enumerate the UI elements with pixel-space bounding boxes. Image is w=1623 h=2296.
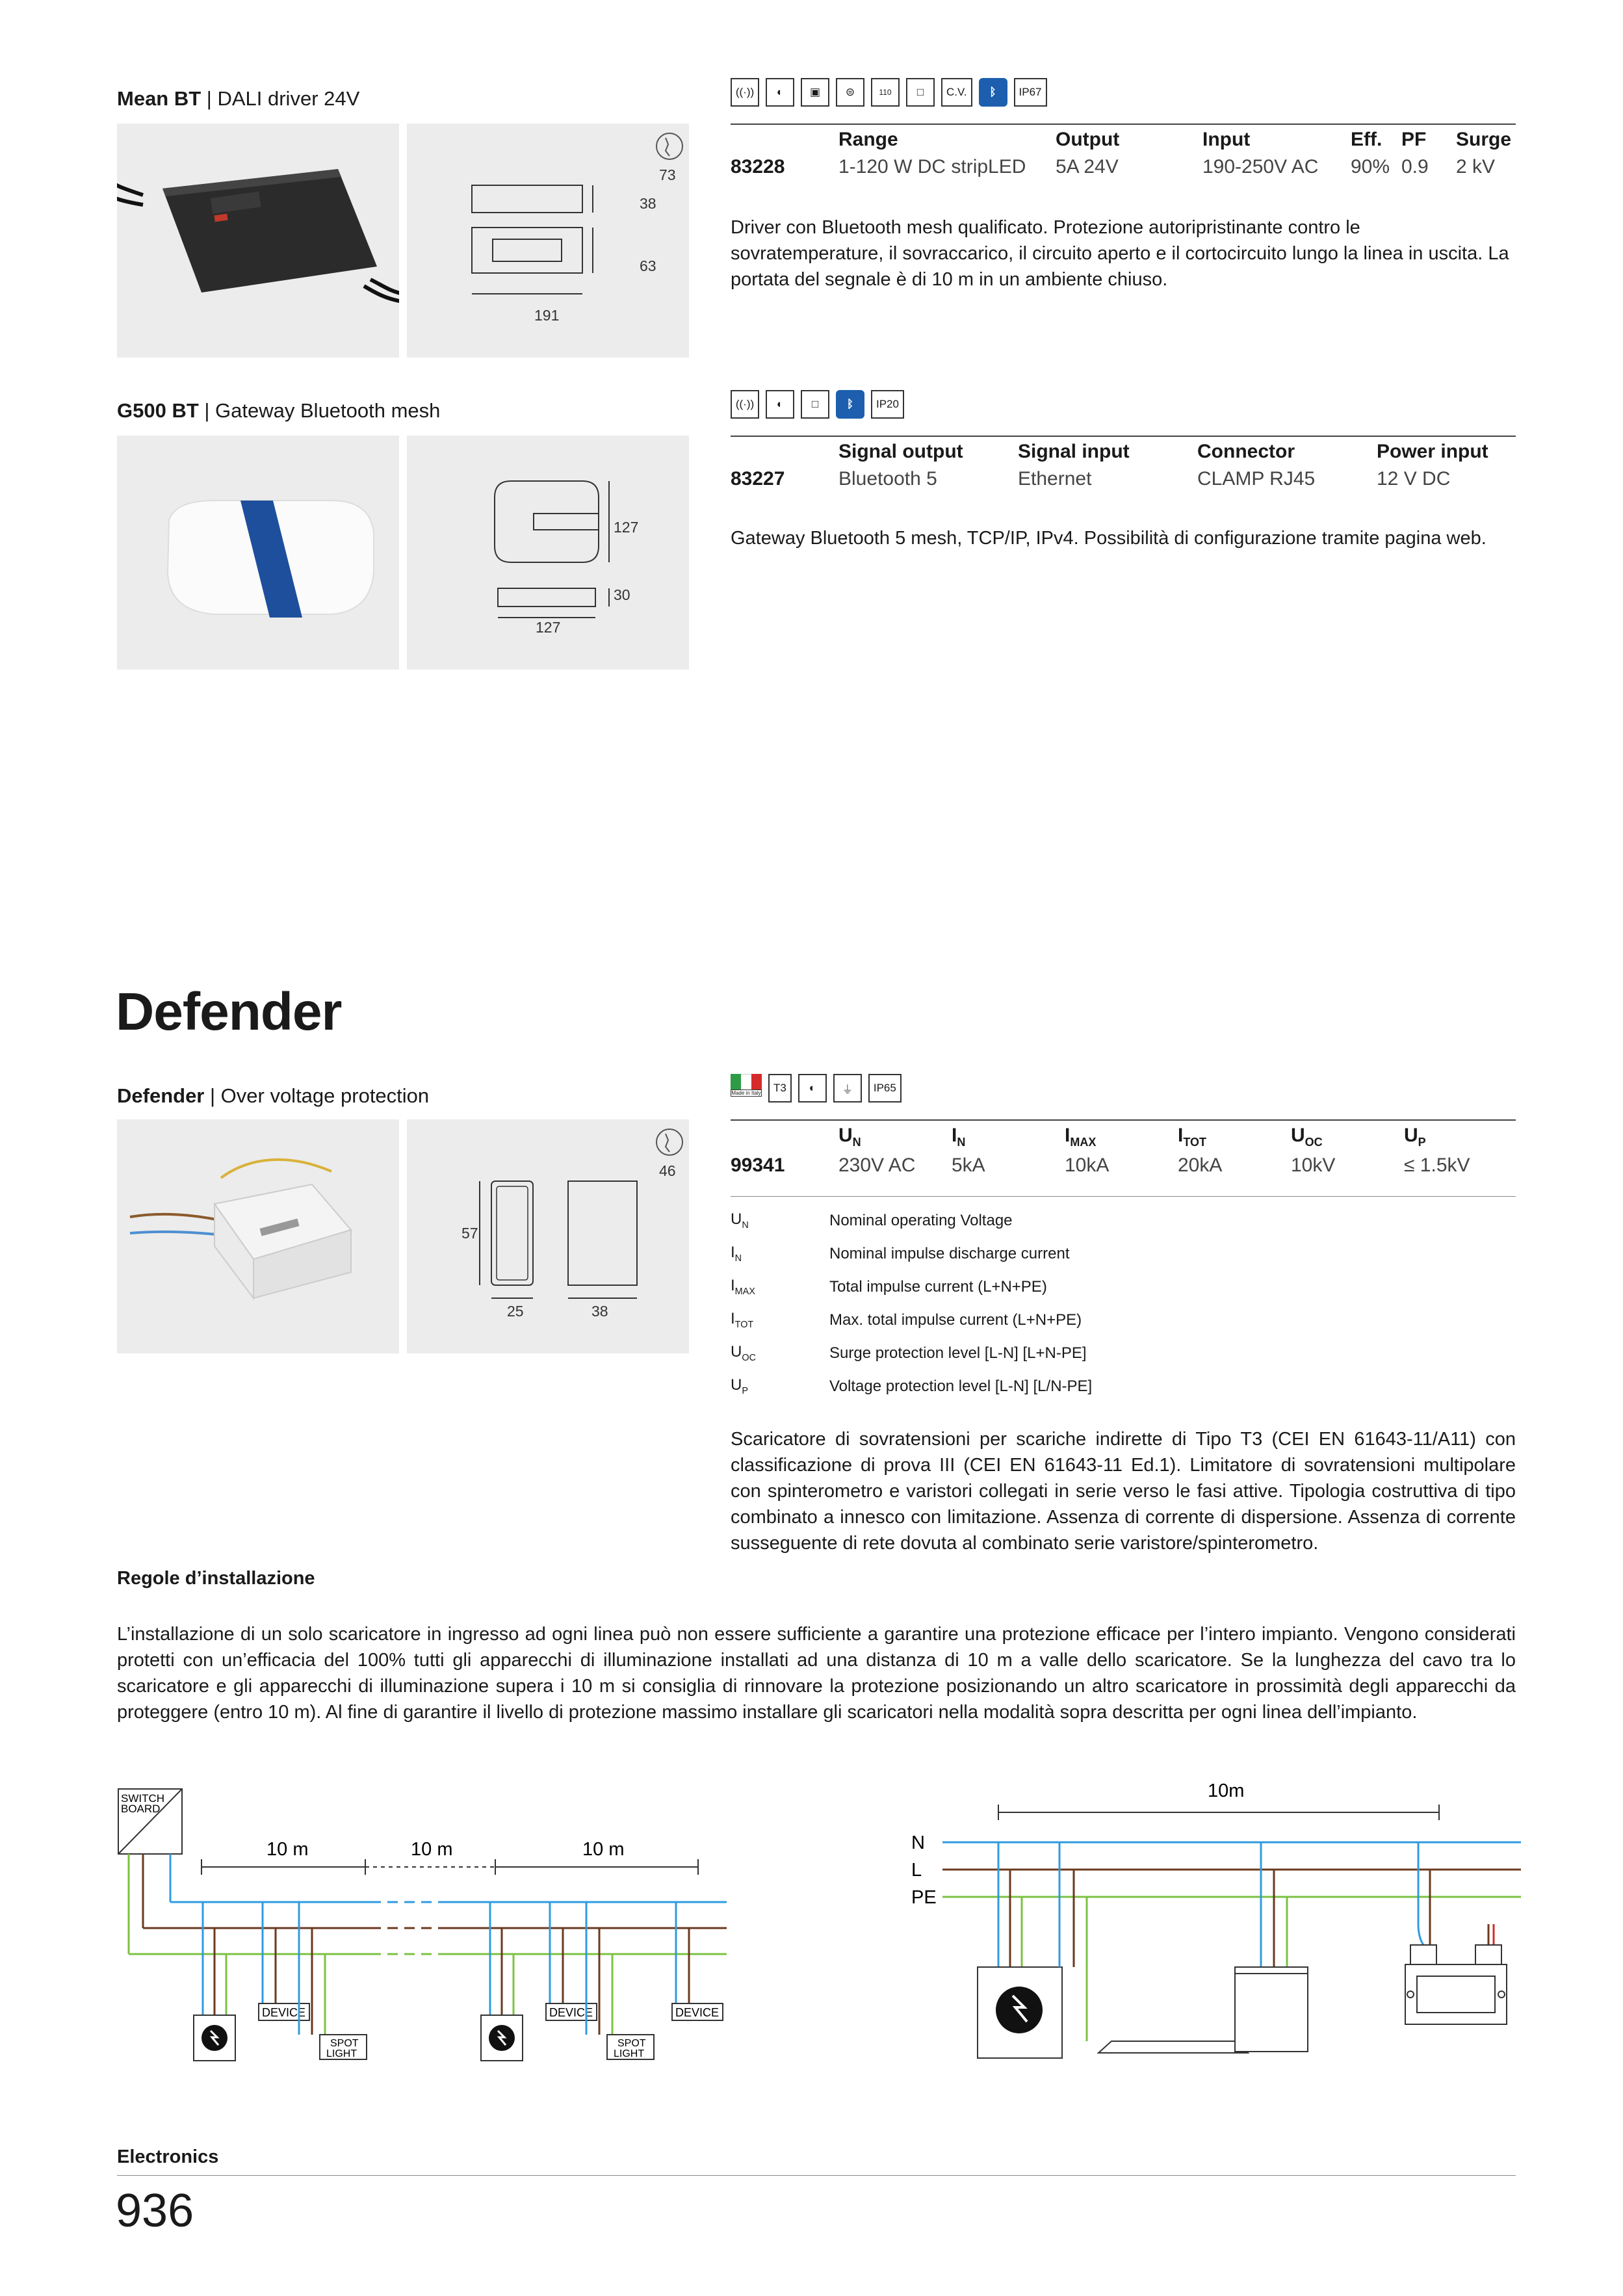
defender-icons: [731, 1074, 902, 1102]
class2-icon: ▣: [801, 78, 829, 107]
defender-image: [117, 1119, 399, 1353]
surge-protector-icon: [996, 1987, 1043, 2033]
table-row: 83228 1-120 W DC stripLED 5A 24V 190-250V AC 90% 0.9 2 kV: [731, 156, 1496, 177]
defender-heading: Defender: [116, 982, 342, 1041]
mean-bt-title: Mean BT | DALI driver 24V: [117, 87, 360, 110]
wireless-icon: ((·)): [731, 78, 759, 107]
led-driver: [1098, 2041, 1248, 2053]
table-header-row: Signal output Signal input Connector Power input: [838, 441, 1488, 462]
wireless-icon: ((·)): [731, 390, 759, 419]
mean-bt-spec-table: [731, 126, 1516, 181]
svg-text:DEVICE: DEVICE: [675, 2006, 720, 2019]
dimmable-icon: ◐: [766, 78, 794, 107]
defender-drawing: [407, 1119, 689, 1353]
svg-text:10m: 10m: [1208, 1781, 1245, 1801]
defender-photo: [117, 1119, 399, 1353]
legend-row: $U_{OC}$ Surge protection level [L-N] [L+N-PE]: [731, 1343, 1087, 1363]
table-header-row: $U_N$ $I_N$ $I_{MAX}$ $I_{TOT}$ $U_{OC}$ $U_P$: [838, 1125, 1426, 1149]
footer-section: Electronics: [117, 2146, 219, 2167]
bluetooth-icon: ᛒ: [979, 78, 1007, 107]
svg-text:SPOT: SPOT: [330, 2038, 359, 2049]
install-heading: Regole d’installazione: [117, 1568, 315, 1589]
ip-badge: IP67: [1014, 78, 1047, 107]
dimmable-icon: ◐: [798, 1074, 827, 1102]
square-icon: □: [801, 390, 829, 419]
mean-bt-dim-h2: 63: [640, 257, 656, 274]
weight-icon: [656, 133, 682, 159]
installation-diagram-right: [897, 1775, 1534, 2074]
svg-text:PE: PE: [911, 1887, 937, 1908]
svg-text:10 m: 10 m: [582, 1839, 625, 1860]
bluetooth-icon: ᛒ: [836, 390, 864, 419]
g500-title: G500 BT | Gateway Bluetooth mesh: [117, 399, 441, 422]
g500-dim-h2: 30: [614, 586, 630, 603]
ip-badge: IP65: [868, 1074, 902, 1102]
mean-bt-description: Driver con Bluetooth mesh qualificato. Protezione autoripristinante contro le sovratemperature, il sovraccarico, il circuito aperto e il cortocircuito lungo la linea in uscita. La portata del segnale è di 10 m in un ambiente chiuso.: [731, 217, 1509, 290]
g500-icons: [731, 390, 904, 419]
svg-text:BOARD: BOARD: [121, 1803, 161, 1815]
switch-board: [118, 1789, 182, 1854]
italy-flag-icon: Made in Italy: [731, 1074, 762, 1102]
defender-description: Scaricatore di sovratensioni per scariche indirette di Tipo T3 (CEI EN 61643-11/A11) con classificazione di prova III (CEI EN 61643-11 Ed.1). Limitatore di sovratensioni multipolare con spinterometro e varistori collegati in serie verso le fasi attive. Tipologia costruttiva di tipo combinato a innesco con limitazione. Assenza di corrente di dispersione. Assenza di corrente susseguente di rete dovuta al combinato serie varistore/spinterometro.: [731, 1429, 1516, 1554]
cv-badge: C.V.: [941, 78, 972, 107]
legend-row: $I_{TOT}$ Max. total impulse current (L+N+PE): [731, 1310, 1082, 1330]
defender-weight: 46: [659, 1162, 676, 1179]
g500-rule: [731, 436, 1516, 437]
legend-row: $I_{MAX}$ Total impulse current (L+N+PE): [731, 1277, 1047, 1297]
svg-text:LIGHT: LIGHT: [326, 2048, 357, 2059]
driver-image: [117, 124, 399, 358]
table-row: 83227 Bluetooth 5 Ethernet CLAMP RJ45 12 V DC: [731, 468, 1451, 489]
svg-text:10 m: 10 m: [266, 1839, 309, 1860]
mean-bt-icons: [731, 78, 1047, 107]
light-fixture: [1235, 1967, 1308, 2052]
svg-text:L: L: [911, 1860, 922, 1881]
t3-badge: T3: [768, 1074, 792, 1102]
legend-row: $I_N$ Nominal impulse discharge current: [731, 1244, 1070, 1264]
table-row: 99341 230V AC 5kA 10kA 20kA 10kV ≤ 1.5kV: [731, 1155, 1470, 1176]
legend-divider: [731, 1196, 1516, 1197]
page-number: 936: [116, 2185, 194, 2237]
defender-legend: [731, 1204, 1092, 1403]
legend-row: $U_P$ Voltage protection level [L-N] [L/N-PE]: [731, 1376, 1093, 1396]
ground-icon: ⏚: [833, 1074, 862, 1102]
g500-dim-h1: 127: [614, 519, 639, 536]
defender-title: Defender | Over voltage protection: [117, 1084, 430, 1107]
g500-description: Gateway Bluetooth 5 mesh, TCP/IP, IPv4. Possibilità di configurazione tramite pagina web.: [731, 528, 1487, 549]
mean-bt-rule: [731, 124, 1516, 125]
temperature-icon: 110: [871, 78, 900, 107]
svg-text:N: N: [911, 1833, 925, 1853]
defender-dim-h: 57: [461, 1225, 478, 1242]
g500-dim-w: 127: [536, 619, 561, 636]
table-header-row: Range Output Input Eff. PF Surge: [838, 129, 1512, 150]
svg-text:SPOT: SPOT: [617, 2038, 646, 2049]
footer-rule: [117, 2175, 1516, 2176]
g500-spec-table: [731, 438, 1516, 493]
svg-text:DEVICE: DEVICE: [262, 2006, 306, 2019]
defender-spec-table: [731, 1122, 1516, 1179]
svg-text:SWITCH: SWITCH: [121, 1792, 165, 1805]
defender-dim-w1: 25: [507, 1303, 524, 1320]
ip-badge: IP20: [871, 390, 904, 419]
svg-text:LIGHT: LIGHT: [614, 2048, 645, 2059]
install-text: L’installazione di un solo scaricatore in ingresso ad ogni linea può non essere sufficiente a garantire una protezione efficace per l’intero impianto. Vengono considerati protetti con un’efficacia del 100% tutti gli apparecchi di illuminazione installati ad una distanza di 10 m a valle dello scaricatore. Se la lunghezza del cavo tra lo scaricatore e gli apparecchi di illuminazione supera i 10 m si consiglia di rinnovare la protezione posizionando un altro scaricatore in prossimità degli apparecchi da proteggere (entro 10 m). Al fine di garantire il livello di protezione massimo installare gli scaricatori nella modalità sopra descritta per ogni linea dell’impianto.: [117, 1624, 1516, 1723]
mean-bt-photo: [117, 124, 399, 358]
dimmable-icon: ◐: [766, 390, 794, 419]
weight-icon: [656, 1129, 682, 1155]
mean-bt-dim-h1: 38: [640, 195, 656, 212]
mean-bt-dim-w: 191: [534, 307, 560, 324]
square-icon: □: [906, 78, 935, 107]
mean-bt-weight: 73: [659, 166, 676, 183]
protector-group-2: [481, 1902, 723, 2061]
protector-group-1: [194, 1902, 367, 2061]
svg-text:10 m: 10 m: [411, 1839, 453, 1860]
g500-photo: [117, 436, 399, 670]
svg-text:DEVICE: DEVICE: [549, 2006, 593, 2019]
defender-rule: [731, 1119, 1516, 1121]
defender-dim-w2: 38: [591, 1303, 608, 1320]
short-circuit-icon: ⊜: [836, 78, 864, 107]
defender-unit: [1405, 1964, 1507, 2024]
gateway-image: [117, 436, 399, 670]
installation-diagram-left: [110, 1775, 734, 2074]
legend-row: $U_N$ Nominal operating Voltage: [731, 1210, 1013, 1231]
